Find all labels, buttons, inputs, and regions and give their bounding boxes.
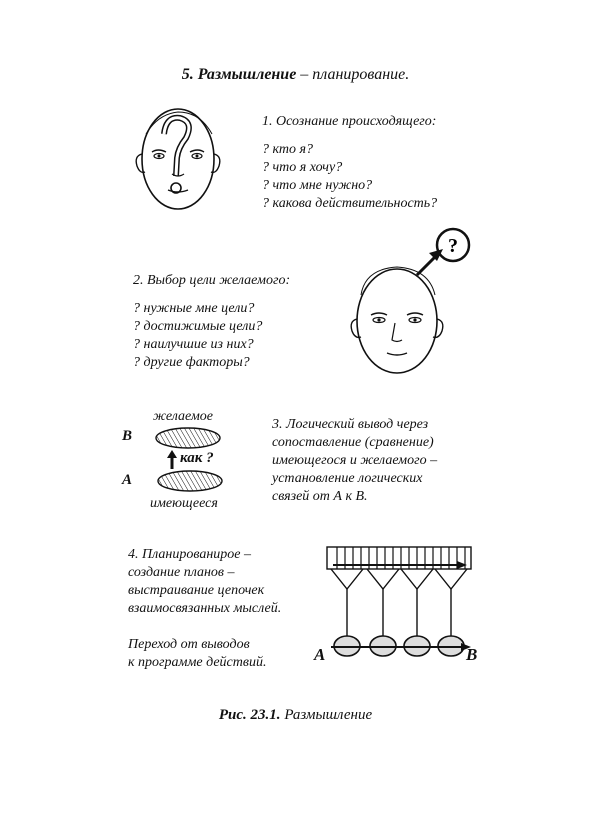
list-item: ? наилучшие из них? (133, 337, 254, 352)
existing-oval (158, 471, 222, 491)
section-title-rest: – планирование. (300, 66, 410, 83)
text-line: связей от А к В. (272, 489, 368, 504)
text-line: 3. Логический вывод через (272, 417, 429, 432)
comparison-diagram (150, 425, 230, 495)
text-line: Переход от выводов (128, 637, 250, 652)
section-number: 5. (181, 66, 194, 83)
list-item: ? кто я? (262, 142, 313, 157)
letter-b-chain: В (466, 645, 478, 664)
section3-text (272, 416, 437, 506)
letter-a-chain: А (314, 645, 326, 664)
caption-label: Рис. 23.1. (218, 707, 281, 723)
text-line: к программе действий. (128, 655, 267, 670)
letter-a: А (122, 472, 133, 488)
list-item: ? что мне нужно? (262, 178, 373, 193)
section-title-bold: Размышление (197, 66, 297, 83)
desired-oval (156, 428, 220, 448)
text-line: имеющегося и желаемого – (272, 453, 438, 468)
bubble-question-mark: ? (448, 235, 458, 257)
caption-text: Размышление (284, 707, 373, 723)
list-item: ? какова действительность? (262, 196, 438, 211)
text-line: создание планов – (128, 565, 235, 580)
text-line: выстраивание цепочек (128, 583, 265, 598)
section2-title: 2. Выбор цели желаемого: (133, 273, 291, 288)
list-item: ? нужные мне цели? (133, 301, 255, 316)
existing-label: имеющееся (150, 496, 218, 511)
figure-caption (0, 707, 591, 724)
desired-label: желаемое (153, 409, 213, 424)
section1-text (262, 113, 437, 213)
section-title (0, 66, 591, 84)
head-goal-icon (345, 225, 475, 375)
list-item: ? что я хочу? (262, 160, 343, 175)
head-question-icon (128, 104, 228, 219)
list-item: ? другие факторы? (133, 355, 250, 370)
text-line: установление логических (272, 471, 423, 486)
letter-b: В (122, 428, 133, 444)
text-line: сопоставление (сравнение) (272, 435, 434, 450)
text-line: 4. Планированироe – (128, 547, 251, 562)
section4-text (128, 546, 281, 672)
list-item: ? достижимые цели? (133, 319, 263, 334)
section2-text (133, 272, 290, 372)
pendulum-chain-diagram (325, 545, 475, 660)
how-label: как ? (180, 450, 214, 466)
text-line: взаимосвязанных мыслей. (128, 601, 282, 616)
section1-title: 1. Осознание происходящего: (262, 114, 437, 129)
